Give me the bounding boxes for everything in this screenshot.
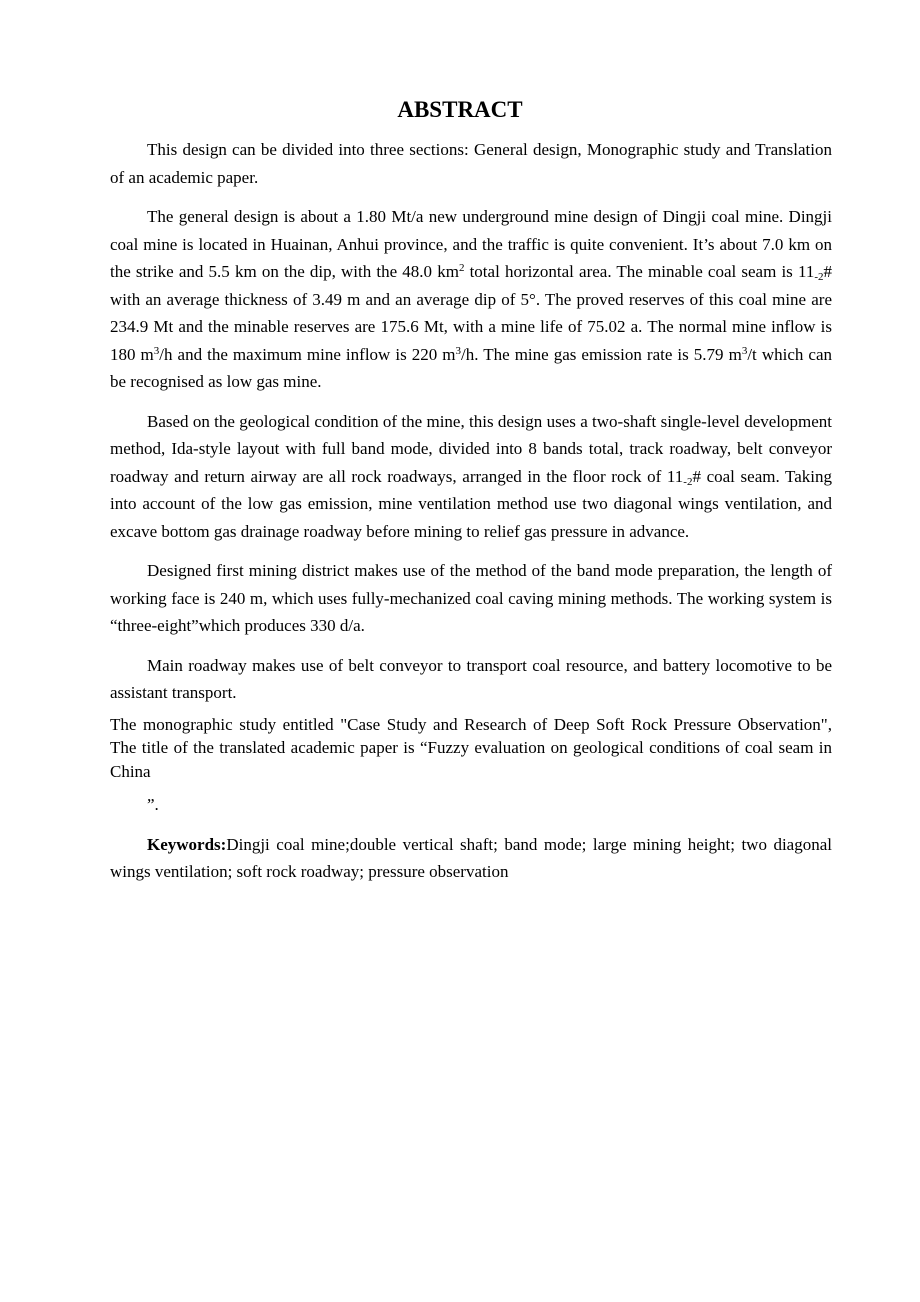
superscript: 3 bbox=[153, 344, 160, 357]
paragraph-overview: This design can be divided into three sections: General design, Monographic study and Translation of an academic paper. bbox=[110, 140, 832, 187]
paragraph-development bbox=[110, 408, 832, 546]
text-run: # with an average thickness of 3.49 m and an average dip of 5°. The proved reserves of this coal mine are 234.9 Mt and the minable reserves are 175.6 Mt, with a mine life of 75.02 a. The normal mine inflow is 180 m bbox=[110, 262, 832, 364]
text-run: /h and the maximum mine inflow is 220 m bbox=[159, 344, 456, 364]
closing-quote: ”. bbox=[147, 795, 159, 814]
superscript: 2 bbox=[458, 262, 465, 274]
text-run: total horizontal area. The minable coal seam is 11 bbox=[464, 262, 815, 281]
paragraph-monographic: The monographic study entitled "Case Study and Research of Deep Soft Rock Pressure Observation", The title of the translated academic paper is “Fuzzy evaluation on geological conditions of coal seam in China bbox=[110, 714, 832, 781]
superscript: 3 bbox=[455, 344, 462, 357]
paragraph-general-design bbox=[110, 203, 832, 396]
text-run: /t which can be recognised as low gas mine. bbox=[110, 344, 832, 391]
abstract-body bbox=[110, 136, 832, 886]
abstract-title: ABSTRACT bbox=[397, 97, 523, 122]
superscript: 3 bbox=[741, 344, 748, 357]
subscript: -2 bbox=[814, 271, 824, 283]
keywords-label: Keywords: bbox=[147, 834, 227, 854]
text-run: /h. The mine gas emission rate is 5.79 m bbox=[461, 344, 742, 364]
text-run: Based on the geological condition of the mine, this design uses a two-shaft single-level development method, Ida-style layout with full band mode, divided into 8 bands total, track roadway, belt conveyor roadway and return airway are all rock roadways, arranged in the floor rock of 11 bbox=[110, 411, 832, 486]
text-run: The general design is about a 1.80 Mt/a new underground mine design of Dingji coal mine. Dingji coal mine is located in Huainan, Anhui province, and the traffic is quite convenient. It’s about 7.0 km on the strike and 5.5 km on the dip, with the 48.0 km bbox=[110, 207, 832, 281]
text-run: # coal seam. Taking into account of the low gas emission, mine ventilation method use two diagonal wings ventilation, and excave bottom gas drainage roadway before mining to relief gas pressure in advance. bbox=[110, 466, 833, 541]
keywords-text: Dingji coal mine;double vertical shaft; band mode; large mining height; two diagonal wings ventilation; soft rock roadway; pressure observation bbox=[110, 834, 832, 881]
paragraph-transport: Main roadway makes use of belt conveyor to transport coal resource, and battery locomotive to be assistant transport. bbox=[110, 655, 832, 702]
paragraph-mining-district: Designed first mining district makes use of the method of the band mode preparation, the length of working face is 240 m, which uses fully-mechanized coal caving mining methods. The working system is “three-eight”which produces 330 d/a. bbox=[110, 561, 832, 635]
keywords bbox=[110, 831, 832, 886]
subscript: -2 bbox=[683, 475, 693, 488]
